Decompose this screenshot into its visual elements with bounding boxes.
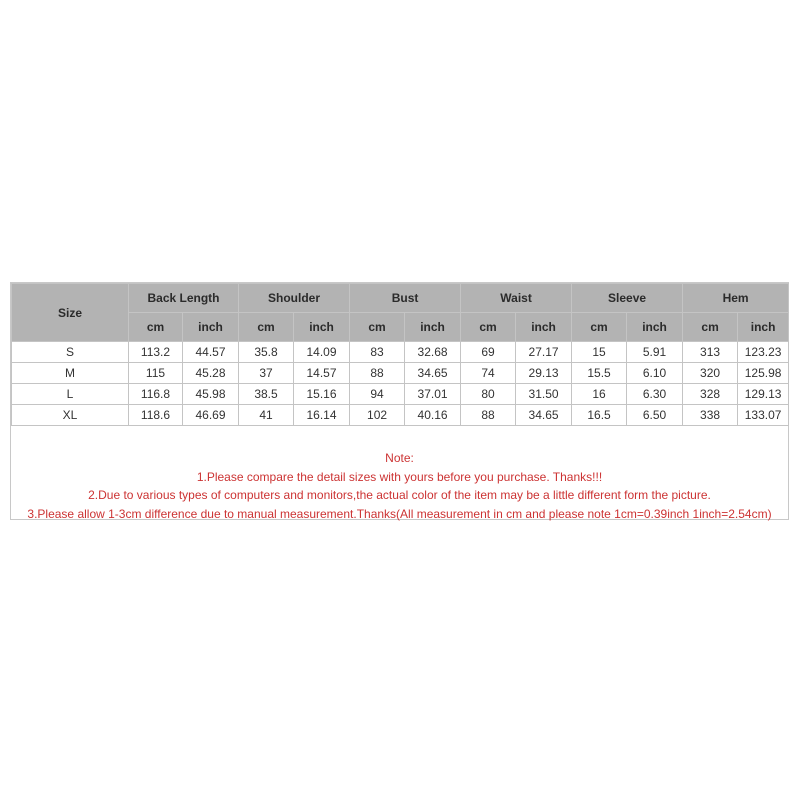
measurement-cell: 6.10: [627, 363, 683, 384]
measurement-cell: 338: [683, 405, 738, 426]
unit-header-cm: cm: [683, 313, 738, 342]
size-chart: [10, 282, 789, 520]
unit-header-cm: cm: [350, 313, 405, 342]
unit-header-cm: cm: [572, 313, 627, 342]
measurement-cell: 123.23: [738, 342, 789, 363]
measurement-cell: 35.8: [239, 342, 294, 363]
measurement-cell: 31.50: [516, 384, 572, 405]
unit-header-cm: cm: [129, 313, 183, 342]
unit-header-inch: inch: [627, 313, 683, 342]
measurement-cell: 80: [461, 384, 516, 405]
group-header-hem: Hem: [683, 284, 789, 313]
note-line-1: 1.Please compare the detail sizes with yours before you purchase. Thanks!!!: [196, 469, 603, 484]
table-row: [12, 405, 789, 426]
measurement-cell: 32.68: [405, 342, 461, 363]
measurement-cell: 94: [350, 384, 405, 405]
measurement-cell: 38.5: [239, 384, 294, 405]
measurement-cell: 14.09: [294, 342, 350, 363]
measurement-cell: 14.57: [294, 363, 350, 384]
table-row: [12, 363, 789, 384]
measurement-cell: 29.13: [516, 363, 572, 384]
measurement-cell: 6.30: [627, 384, 683, 405]
unit-header-inch: inch: [516, 313, 572, 342]
note-line-2: 2.Due to various types of computers and monitors,the actual color of the item may be a little different form the picture.: [88, 488, 711, 502]
measurement-cell: 115: [129, 363, 183, 384]
size-header: Size: [12, 284, 129, 342]
note-title: Note:: [385, 451, 414, 465]
size-table: [11, 283, 789, 426]
measurement-cell: 15: [572, 342, 627, 363]
group-header-bust: Bust: [350, 284, 461, 313]
unit-header-cm: cm: [239, 313, 294, 342]
notes-section: [11, 449, 788, 523]
measurement-cell: 328: [683, 384, 738, 405]
measurement-cell: 69: [461, 342, 516, 363]
measurement-cell: 34.65: [516, 405, 572, 426]
unit-header-inch: inch: [183, 313, 239, 342]
group-header-waist: Waist: [461, 284, 572, 313]
measurement-cell: 129.13: [738, 384, 789, 405]
measurement-cell: 16: [572, 384, 627, 405]
measurement-cell: 125.98: [738, 363, 789, 384]
measurement-cell: 40.16: [405, 405, 461, 426]
group-header-shoulder: Shoulder: [239, 284, 350, 313]
group-header-back-length: Back Length: [129, 284, 239, 313]
measurement-cell: 113.2: [129, 342, 183, 363]
size-label-cell: XL: [12, 405, 129, 426]
measurement-cell: 27.17: [516, 342, 572, 363]
measurement-cell: 41: [239, 405, 294, 426]
measurement-cell: 45.98: [183, 384, 239, 405]
measurement-cell: 5.91: [627, 342, 683, 363]
size-label-cell: L: [12, 384, 129, 405]
measurement-cell: 45.28: [183, 363, 239, 384]
measurement-cell: 37.01: [405, 384, 461, 405]
size-label-cell: M: [12, 363, 129, 384]
measurement-cell: 102: [350, 405, 405, 426]
measurement-cell: 44.57: [183, 342, 239, 363]
measurement-cell: 313: [683, 342, 738, 363]
measurement-cell: 118.6: [129, 405, 183, 426]
size-table-body: [12, 342, 789, 426]
measurement-cell: 320: [683, 363, 738, 384]
measurement-cell: 15.5: [572, 363, 627, 384]
note-line-3: 3.Please allow 1-3cm difference due to manual measurement.Thanks(All measurement in cm and please note 1cm=0.39inch 1inch=2.54cm): [27, 506, 772, 521]
measurement-cell: 16.5: [572, 405, 627, 426]
measurement-cell: 116.8: [129, 384, 183, 405]
measurement-cell: 15.16: [294, 384, 350, 405]
measurement-cell: 88: [350, 363, 405, 384]
measurement-cell: 83: [350, 342, 405, 363]
size-label-cell: S: [12, 342, 129, 363]
measurement-cell: 34.65: [405, 363, 461, 384]
unit-header-inch: inch: [738, 313, 789, 342]
unit-header-cm: cm: [461, 313, 516, 342]
table-row: [12, 342, 789, 363]
measurement-cell: 88: [461, 405, 516, 426]
measurement-cell: 16.14: [294, 405, 350, 426]
unit-header-inch: inch: [294, 313, 350, 342]
measurement-cell: 133.07: [738, 405, 789, 426]
unit-header-inch: inch: [405, 313, 461, 342]
measurement-cell: 6.50: [627, 405, 683, 426]
measurement-cell: 46.69: [183, 405, 239, 426]
measurement-cell: 37: [239, 363, 294, 384]
table-row: [12, 384, 789, 405]
group-header-sleeve: Sleeve: [572, 284, 683, 313]
measurement-cell: 74: [461, 363, 516, 384]
